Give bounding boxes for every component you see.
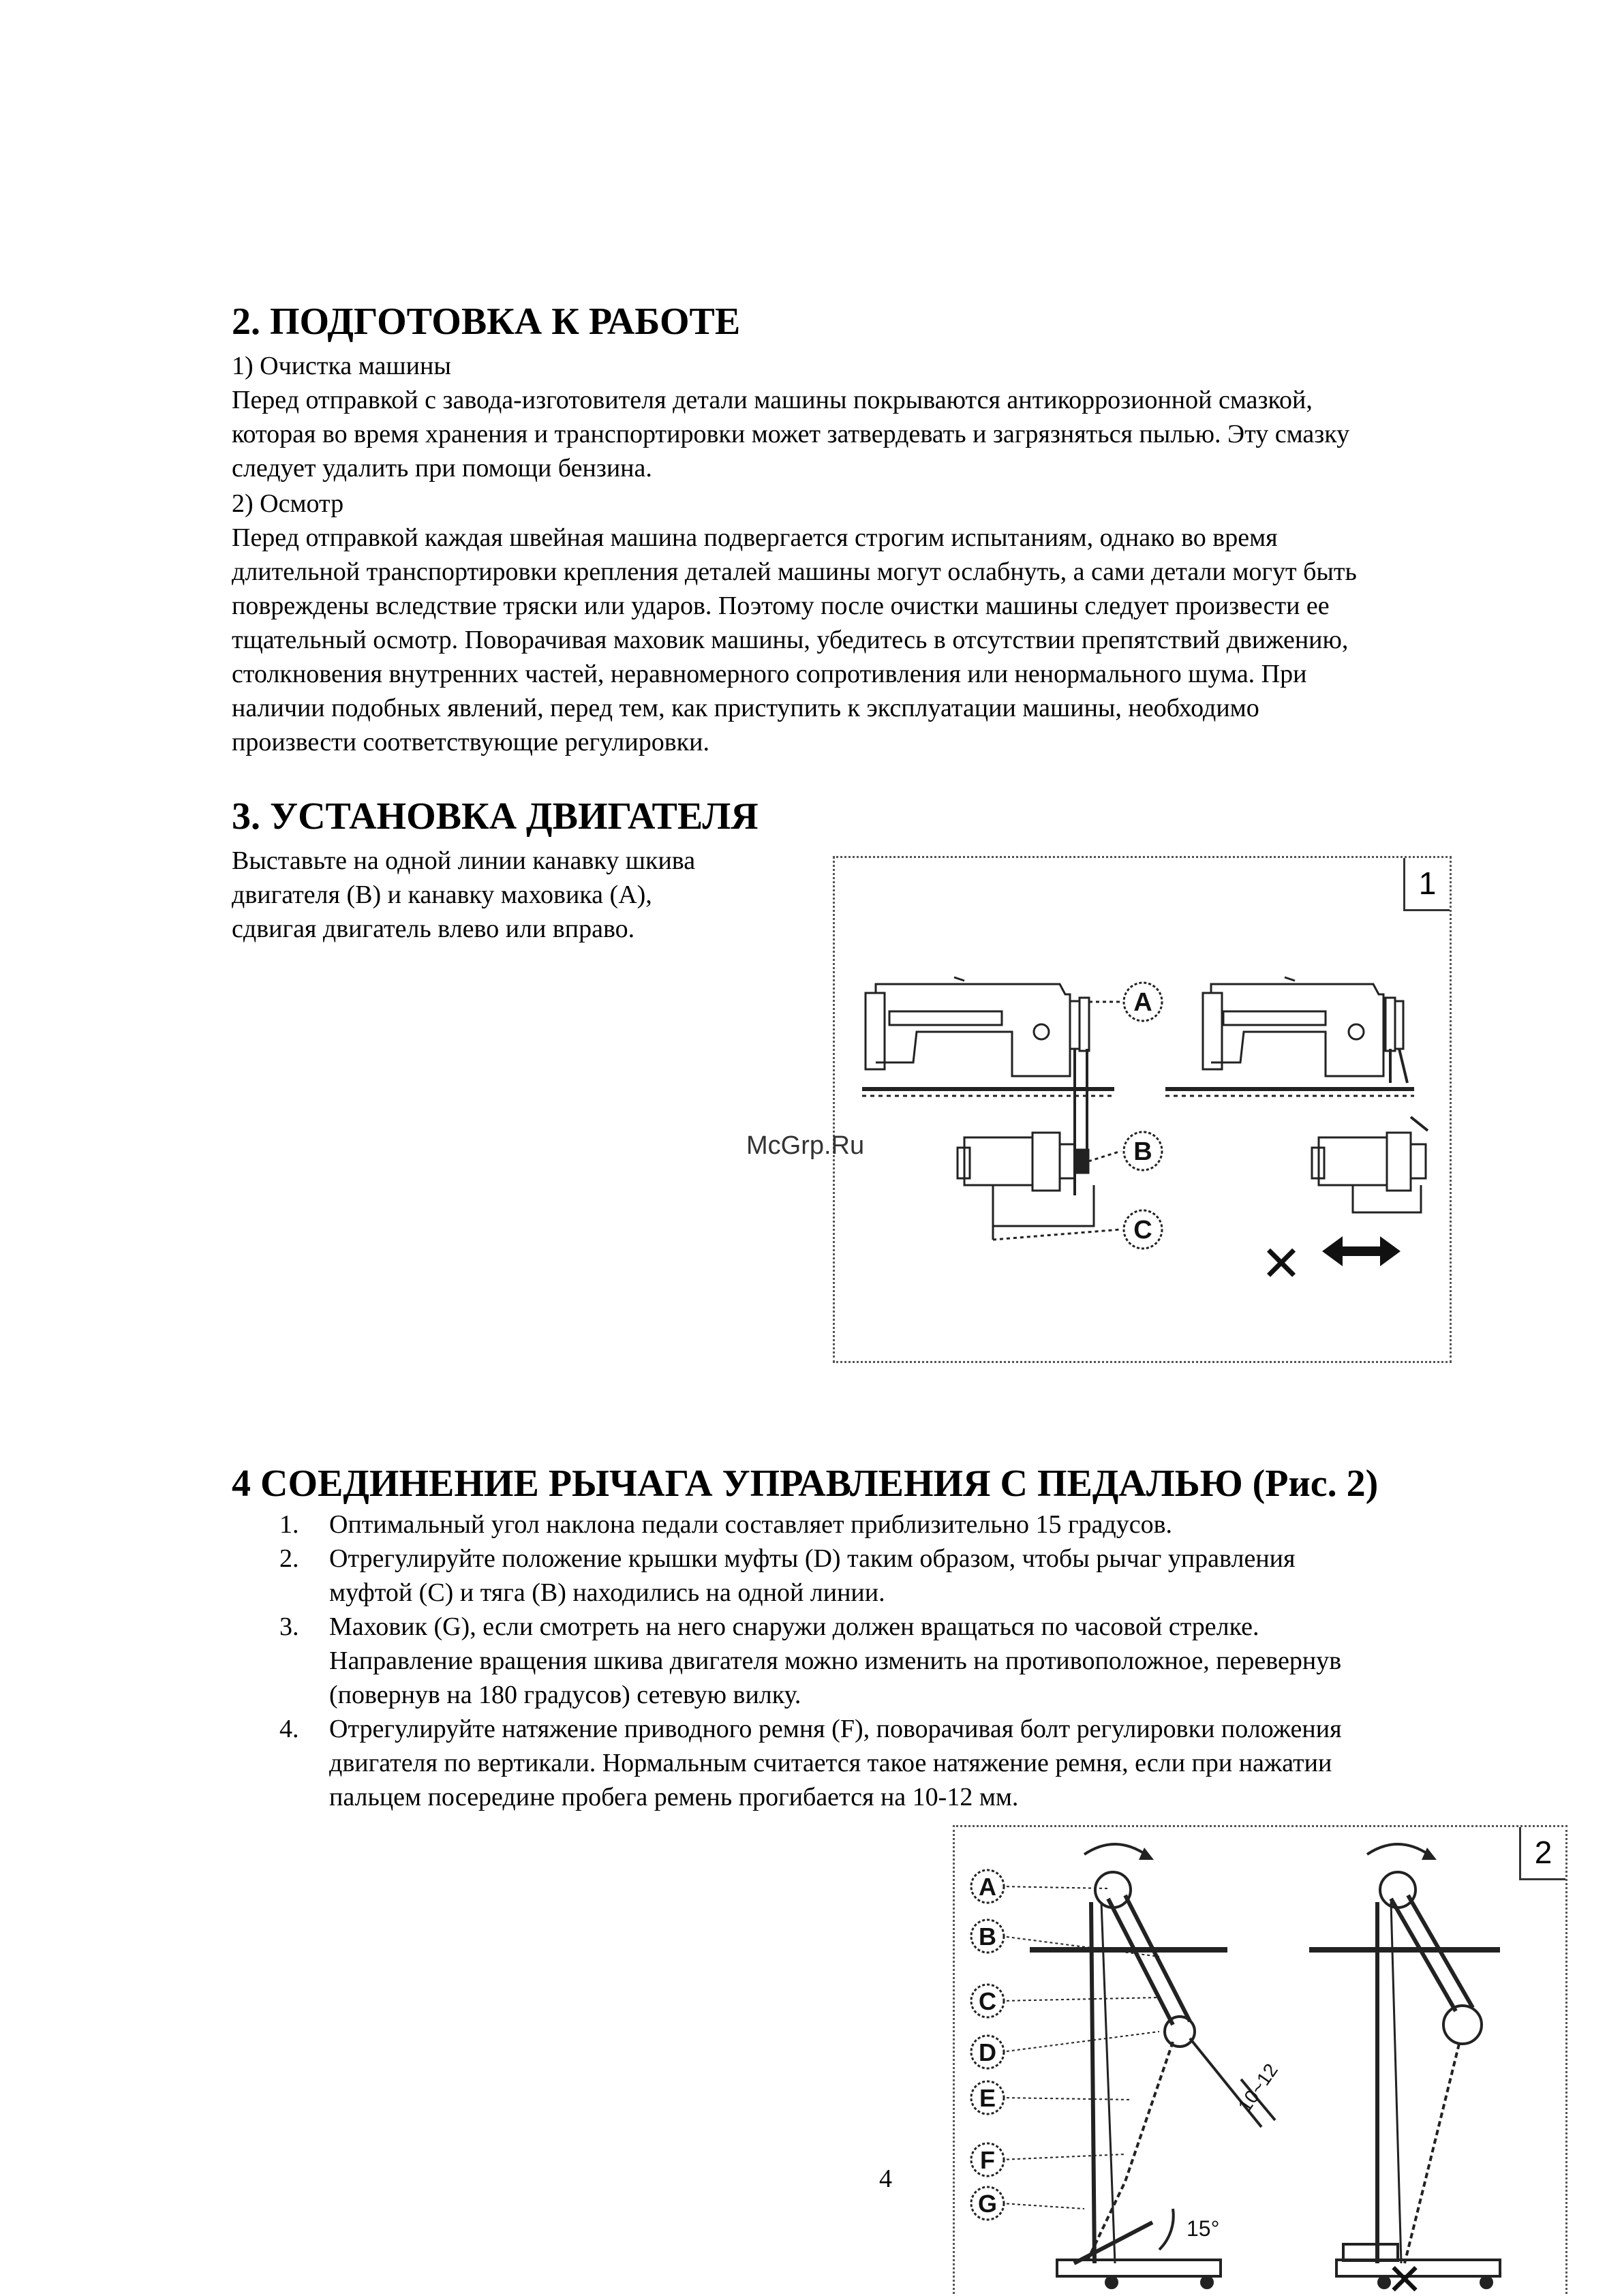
- text-line: Выставьте на одной линии канавку шкива: [232, 846, 696, 875]
- label-c: C: [979, 1987, 996, 2015]
- pedal-angle-label: 15°: [1187, 2216, 1220, 2241]
- inspection-paragraph: [232, 521, 1357, 759]
- figure-2-drawing: [955, 1827, 1565, 2296]
- list-item: [232, 1507, 1342, 1542]
- text-line: которая во время хранения и транспортировки может затвердевать и загрязняться пылью. Эту смазку: [232, 420, 1350, 448]
- text-line: Отрегулируйте положение крышки муфты (D) таким образом, чтобы рычаг управления: [329, 1544, 1296, 1573]
- text-line: тщательный осмотр. Поворачивая маховик машины, убедитесь в отсутствии препятствий движению,: [232, 626, 1349, 654]
- belt-deflection-label: 10~12: [1234, 2060, 1283, 2116]
- wrong-mark-icon: ✕: [1260, 1237, 1302, 1291]
- text-line: наличии подобных явлений, перед тем, как приступить к эксплуатации машины, необходимо: [232, 694, 1259, 722]
- table-stand-right: [1309, 1844, 1500, 2288]
- list-item: [232, 1712, 1342, 1814]
- label-a: A: [979, 1873, 996, 1901]
- double-arrow-icon: [1322, 1236, 1401, 1266]
- section-3-title: 3. УСТАНОВКА ДВИГАТЕЛЯ: [232, 795, 759, 838]
- section-2-title: 2. ПОДГОТОВКА К РАБОТЕ: [232, 301, 741, 343]
- label-b: B: [1133, 1137, 1152, 1166]
- motor-right: [1312, 1117, 1428, 1212]
- text-line: Перед отправкой с завода-изготовителя детали машины покрываются антикоррозионной смазкой,: [232, 386, 1313, 414]
- text-line: двигателя по вертикали. Нормальным считается такое натяжение ремня, если при нажатии: [329, 1749, 1332, 1777]
- figure-2-number: 2: [1519, 1827, 1565, 1880]
- list-item-number: 4.: [279, 1715, 299, 1743]
- figure-1: [833, 856, 1452, 1363]
- text-line: Направление вращения шкива двигателя можно изменить на противоположное, перевернув: [329, 1647, 1342, 1675]
- text-line: Отрегулируйте натяжение приводного ремня (F), поворачивая болт регулировки положения: [329, 1715, 1342, 1743]
- list-item-number: 3.: [279, 1612, 299, 1641]
- text-line: произвести соответствующие регулировки.: [232, 728, 709, 756]
- figure-1-drawing: [835, 858, 1450, 1361]
- label-f: F: [980, 2146, 995, 2174]
- table-stand-left: [1030, 1844, 1275, 2288]
- text-line: следует удалить при помощи бензина.: [232, 454, 652, 483]
- section-4-title: 4 СОЕДИНЕНИЕ РЫЧАГА УПРАВЛЕНИЯ С ПЕДАЛЬЮ (Рис. 2): [232, 1463, 1379, 1505]
- label-e: E: [979, 2084, 996, 2112]
- motor-installation-paragraph: [232, 844, 695, 946]
- label-g: G: [977, 2190, 998, 2218]
- list-item: [232, 1610, 1342, 1712]
- subsection-inspection: 2) Осмотр: [232, 489, 344, 518]
- text-line: столкновения внутренних частей, неравномерного сопротивления или ненормального шума. При: [232, 660, 1307, 688]
- sewing-machine-head-right: [1165, 977, 1414, 1096]
- figure-2: [953, 1825, 1567, 2294]
- text-line: повреждены вследствие тряски или ударов. Поэтому после очистки машины следует произвести ее: [232, 592, 1330, 620]
- subsection-cleaning: 1) Очистка машины: [232, 352, 451, 380]
- cleaning-paragraph: [232, 383, 1349, 485]
- text-line: Оптимальный угол наклона педали составляет приблизительно 15 градусов.: [329, 1510, 1173, 1539]
- label-b: B: [979, 1923, 996, 1950]
- list-item-number: 1.: [279, 1510, 299, 1539]
- text-line: двигателя (B) и канавку маховика (A),: [232, 881, 652, 909]
- text-line: (повернув на 180 градусов) сетевую вилку.: [329, 1681, 801, 1709]
- text-line: пальцем посередине пробега ремень прогибается на 10-12 мм.: [329, 1783, 1019, 1811]
- wrong-mark-icon: ✕: [1386, 2255, 1423, 2296]
- watermark: McGrp.Ru: [746, 1131, 865, 1160]
- text-line: Перед отправкой каждая швейная машина подвергается строгим испытаниям, однако во время: [232, 523, 1278, 552]
- text-line: муфтой (C) и тяга (B) находились на одной линии.: [329, 1578, 885, 1607]
- figure-1-number: 1: [1403, 858, 1450, 911]
- list-item: [232, 1542, 1342, 1610]
- label-c: C: [1133, 1216, 1152, 1244]
- text-line: длительной транспортировки крепления деталей машины могут ослабнуть, а сами детали могут быть: [232, 557, 1357, 586]
- text-line: сдвигая двигатель влево или вправо.: [232, 915, 635, 943]
- text-line: Маховик (G), если смотреть на него снаружи должен вращаться по часовой стрелке.: [329, 1612, 1259, 1641]
- page-number: 4: [879, 2164, 892, 2193]
- label-d: D: [979, 2038, 996, 2066]
- instructions-list: [232, 1507, 1342, 1814]
- label-a: A: [1133, 988, 1152, 1017]
- list-item-number: 2.: [279, 1544, 299, 1573]
